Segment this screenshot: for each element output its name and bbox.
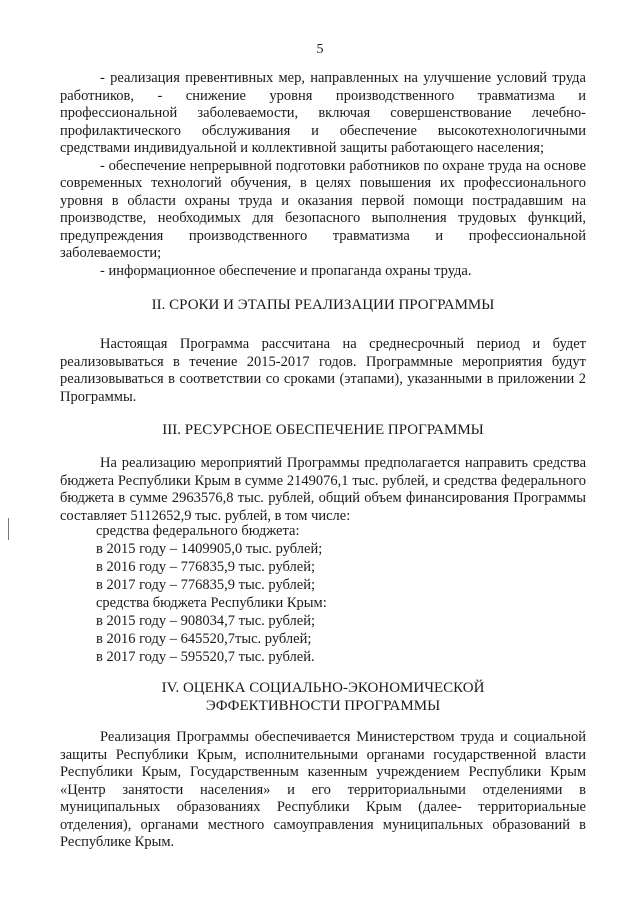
intro-item-2: - обеспечение непрерывной подготовки работников по охране труда на основе современных технологий обучения, в целях повышения их профессионального уровня в области охраны труда и оказания первой помощи пострадавшим на производстве, необходимых для безопасного выполнения трудовых функций, предупреждения производственного травматизма и профессиональной заболеваемости;	[60, 157, 586, 261]
page-number: 5	[316, 42, 324, 57]
intro-item-3: - информационное обеспечение и пропаганда охраны труда.	[100, 262, 472, 279]
section-2-body	[60, 336, 586, 406]
funding-list-item: в 2017 году – 776835,9 тыс. рублей;	[96, 577, 316, 593]
funding-list-item: в 2016 году – 645520,7тыс. рублей;	[96, 631, 312, 647]
intro-list	[60, 70, 586, 280]
intro-item-1: - реализация превентивных мер, направленных на улучшение условий труда работников, - снижение уровня производственного травматизма и профессиональной заболеваемости, включая совершенствование лечебно-профилактического обслуживания и обеспечение высокотехнологичными средствами индивидуальной и коллективной защиты работающего населения;	[60, 70, 586, 156]
margin-mark	[8, 518, 9, 540]
funding-list-item: в 2015 году – 908034,7 тыс. рублей;	[96, 613, 316, 629]
funding-list-item: средства федерального бюджета:	[96, 523, 300, 539]
funding-list-item: в 2017 году – 595520,7 тыс. рублей.	[96, 649, 315, 665]
section-4-heading-line-2: ЭФФЕКТИВНОСТИ ПРОГРАММЫ	[205, 698, 441, 714]
section-2-heading: II. СРОКИ И ЭТАПЫ РЕАЛИЗАЦИИ ПРОГРАММЫ	[151, 297, 495, 313]
section-2-paragraph: Настоящая Программа рассчитана на среднесрочный период и будет реализовываться в течение 2015-2017 годов. Программные мероприятия будут реализовываться в соответствии со сроками (этапами), указанными в приложении 2 Программы.	[60, 336, 586, 405]
funding-list-item: в 2016 году – 776835,9 тыс. рублей;	[96, 559, 316, 575]
funding-list-item: средства бюджета Республики Крым:	[96, 595, 327, 611]
funding-list	[96, 522, 556, 666]
section-3-heading: III. РЕСУРСНОЕ ОБЕСПЕЧЕНИЕ ПРОГРАММЫ	[162, 422, 484, 438]
section-3-body	[60, 455, 586, 525]
funding-list-item: в 2015 году – 1409905,0 тыс. рублей;	[96, 541, 323, 557]
section-3-paragraph: На реализацию мероприятий Программы предполагается направить средства бюджета Республики Крым в сумме 2149076,1 тыс. рублей, и средства федерального бюджета в сумме 2963576,8 тыс. рублей, общий объем финансирования Программы составляет 5112652,9 тыс. рублей, в том числе:	[60, 455, 586, 524]
section-4-heading	[60, 679, 586, 715]
section-4-heading-line-1: IV. ОЦЕНКА СОЦИАЛЬНО-ЭКОНОМИЧЕСКОЙ	[161, 680, 485, 696]
section-4-paragraph: Реализация Программы обеспечивается Министерством труда и социальной защиты Республики Крым, исполнительными органами государственной власти Республики Крым, Государственным казенным учреждением Республики Крым «Центр занятости населения» и его территориальными отделениями в муниципальных образованиях Республики Крым (далее- территориальные отделения), органами местного самоуправления муниципальных образований в Республике Крым.	[60, 729, 586, 850]
section-4-body	[60, 729, 586, 852]
